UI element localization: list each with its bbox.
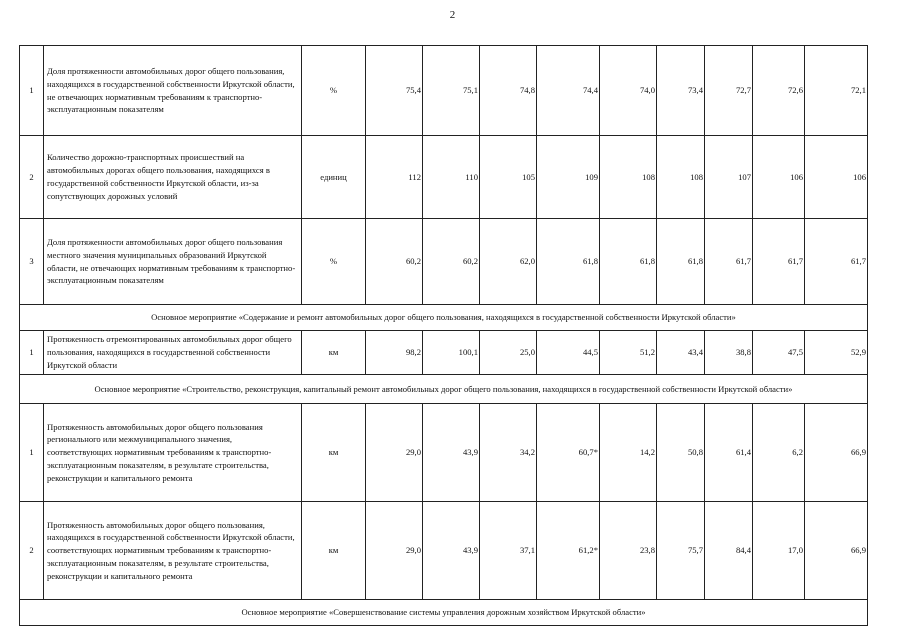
page-number: 2 (449, 9, 456, 21)
value-cell: 112 (366, 136, 423, 219)
indicator-name: Протяженность отремонтированных автомобильных дорог общего пользования, находящихся в государственной собственности Иркутской области (44, 331, 302, 375)
value-cell: 47,5 (753, 331, 805, 375)
value-cell: 74,8 (480, 46, 537, 136)
unit-cell: единиц (302, 136, 366, 219)
indicator-name: Протяженность автомобильных дорог общего пользования регионального или межмуниципального значения, соответствующих нормативным требованиям к транспортно-эксплуатационным показателям, в результате строительства, реконструкции и капитального ремонта (44, 404, 302, 502)
value-cell: 61,4 (705, 404, 753, 502)
value-cell: 60,2 (423, 219, 480, 305)
value-cell: 72,7 (705, 46, 753, 136)
value-cell: 25,0 (480, 331, 537, 375)
value-cell: 29,0 (366, 404, 423, 502)
value-cell: 75,7 (657, 502, 705, 600)
value-cell: 17,0 (753, 502, 805, 600)
value-cell: 73,4 (657, 46, 705, 136)
indicator-name: Доля протяженности автомобильных дорог общего пользования, находящихся в государственной собственности Иркутской области, не отвечающих нормативным требованиям к транспортно-эксплуатационным показателям (44, 46, 302, 136)
value-cell: 43,9 (423, 502, 480, 600)
value-cell: 74,0 (600, 46, 657, 136)
value-cell: 61,8 (600, 219, 657, 305)
value-cell: 29,0 (366, 502, 423, 600)
value-cell: 62,0 (480, 219, 537, 305)
unit-cell: % (302, 219, 366, 305)
indicators-table (19, 45, 868, 626)
row-number: 1 (20, 331, 44, 375)
value-cell: 34,2 (480, 404, 537, 502)
table-row (20, 502, 868, 600)
row-number: 2 (20, 136, 44, 219)
section-title: Основное мероприятие «Содержание и ремонт автомобильных дорог общего пользования, находящихся в государственной собственности Иркутской области» (20, 305, 868, 331)
value-cell: 61,8 (657, 219, 705, 305)
value-cell: 110 (423, 136, 480, 219)
value-cell: 50,8 (657, 404, 705, 502)
table-row (20, 46, 868, 136)
unit-cell: % (302, 46, 366, 136)
value-cell: 66,9 (805, 404, 868, 502)
table-row (20, 219, 868, 305)
section-row (20, 375, 868, 404)
section-row (20, 600, 868, 626)
value-cell: 108 (600, 136, 657, 219)
value-cell: 106 (805, 136, 868, 219)
table-row (20, 331, 868, 375)
value-cell: 61,8 (537, 219, 600, 305)
value-cell: 43,9 (423, 404, 480, 502)
table-row (20, 404, 868, 502)
value-cell: 84,4 (705, 502, 753, 600)
value-cell: 75,4 (366, 46, 423, 136)
value-cell: 37,1 (480, 502, 537, 600)
value-cell: 98,2 (366, 331, 423, 375)
value-cell: 51,2 (600, 331, 657, 375)
value-cell: 43,4 (657, 331, 705, 375)
value-cell: 105 (480, 136, 537, 219)
unit-cell: км (302, 404, 366, 502)
unit-cell: км (302, 502, 366, 600)
indicator-name: Протяженность автомобильных дорог общего пользования, находящихся в государственной собственности Иркутской области, соответствующих нормативным требованиям к транспортно-эксплуатационным показателям, в результате строительства, реконструкции и капитального ремонта (44, 502, 302, 600)
value-cell: 60,7* (537, 404, 600, 502)
value-cell: 106 (753, 136, 805, 219)
value-cell: 66,9 (805, 502, 868, 600)
row-number: 1 (20, 46, 44, 136)
value-cell: 38,8 (705, 331, 753, 375)
section-title: Основное мероприятие «Строительство, реконструкция, капитальный ремонт автомобильных дорог общего пользования, находящихся в государственной собственности Иркутской области» (20, 375, 868, 404)
indicator-name: Количество дорожно-транспортных происшествий на автомобильных дорогах общего пользования, находящихся в государственной собственности Иркутской области, из-за сопутствующих дорожных условий (44, 136, 302, 219)
value-cell: 109 (537, 136, 600, 219)
indicator-name: Доля протяженности автомобильных дорог общего пользования местного значения муниципальных образований Иркутской области, не отвечающих нормативным требованиям к транспортно-эксплуатационным показателям (44, 219, 302, 305)
value-cell: 6,2 (753, 404, 805, 502)
row-number: 3 (20, 219, 44, 305)
section-title: Основное мероприятие «Совершенствование системы управления дорожным хозяйством Иркутской области» (20, 600, 868, 626)
value-cell: 75,1 (423, 46, 480, 136)
value-cell: 61,7 (805, 219, 868, 305)
row-number: 1 (20, 404, 44, 502)
value-cell: 61,7 (705, 219, 753, 305)
value-cell: 107 (705, 136, 753, 219)
value-cell: 23,8 (600, 502, 657, 600)
value-cell: 74,4 (537, 46, 600, 136)
value-cell: 100,1 (423, 331, 480, 375)
value-cell: 72,6 (753, 46, 805, 136)
value-cell: 72,1 (805, 46, 868, 136)
value-cell: 14,2 (600, 404, 657, 502)
value-cell: 61,7 (753, 219, 805, 305)
value-cell: 108 (657, 136, 705, 219)
section-row (20, 305, 868, 331)
value-cell: 60,2 (366, 219, 423, 305)
table-row (20, 136, 868, 219)
row-number: 2 (20, 502, 44, 600)
value-cell: 44,5 (537, 331, 600, 375)
value-cell: 52,9 (805, 331, 868, 375)
value-cell: 61,2* (537, 502, 600, 600)
unit-cell: км (302, 331, 366, 375)
